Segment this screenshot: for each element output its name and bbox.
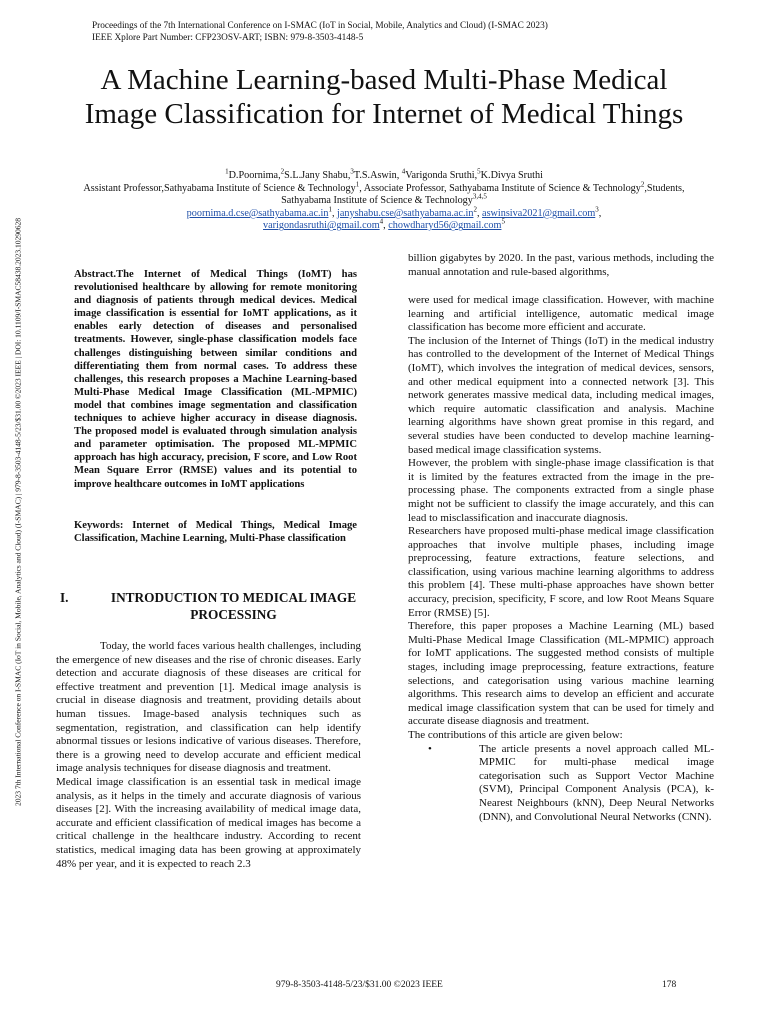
email-link-1[interactable]: poornima.d.cse@sathyabama.ac.in [186, 207, 329, 219]
paragraph: Medical image classification is an essential task in medical image analysis, as it helps in the timely and accurate diagnosis of various diseases [2]. With the increasing availability of medical image data, accurate and efficient classification of medical images has become a critical challenge in the healthcare industry. According to recent statistics, medical imaging data has been growing at approximately 48% per year, and it is expected to reach 2.3 [56, 775, 361, 870]
side-doi-strip [6, 127, 30, 897]
right-column-top [408, 252, 714, 279]
section-heading [60, 589, 361, 623]
title-line-1: A Machine Learning-based Multi-Phase Medical [100, 64, 668, 96]
left-column-body [56, 640, 361, 871]
paragraph: Therefore, this paper proposes a Machine Learning (ML) based Multi-Phase Medical Image Classification (ML-MPMIC) approach for IoMT applications. The suggested method consists of multiple stages, including image preprocessing, feature extractions, feature selections, and categorisation using various machine learning algorithms. This research aims to develop an efficient and accurate medical image classification system that can be used for timely and accurate disease diagnosis and treatment. [408, 620, 714, 728]
author-emails-line-1: $poornima.d.cse@sathyabama.ac.in^1$, $janyshabu.cse@sathyabama.ac.in^2$, aswinsiva2021@gmail.com$^3$, [186, 205, 602, 219]
email-link-4[interactable]: varigondasruthi@gmail.com [263, 220, 380, 232]
author-affiliations: Assistant Professor,Sathyabama Institute of Science & Technology$^1$, Associate Professor, Sathyabama Institute of Science & Technology$^2$,Students, Sathyabama Institute of Science & Technology$^{3,4,5}$ [83, 180, 685, 207]
author-block [80, 167, 688, 233]
page-number: 178 [662, 980, 677, 990]
paragraph: Researchers have proposed multi-phase medical image classification approaches that involve multiple phases, including image preprocessing, feature extractions, feature selections, and classification, using various machine learning algorithms to address this problem [4]. These multi-phase approaches have shown better accuracy, precision, specificity, F score, and low Root Means Square Error (RMSE) [5]. [408, 525, 714, 619]
running-header [92, 21, 548, 44]
paragraph: billion gigabytes by 2020. In the past, various methods, including the manual annotation and rule-based algorithms, [408, 252, 714, 278]
right-column-body [408, 294, 714, 824]
header-line-2: IEEE Xplore Part Number: CFP23OSV-ART; ISBN: 979-8-3503-4148-5 [92, 32, 364, 43]
author-emails-line-2: varigondasruthi@gmail.com$^4$, chowdharyd56@gmail.com$^5$ [263, 217, 505, 232]
section-title: INTRODUCTION TO MEDICAL IMAGE PROCESSING [110, 590, 357, 622]
email-link-3[interactable]: aswinsiva2021@gmail.com [482, 207, 596, 219]
header-line-1: Proceedings of the 7th International Conference on I-SMAC (IoT in Social, Mobile, Analytics and Cloud) (I-SMAC 2023) [92, 21, 548, 31]
keywords: Keywords: Internet of Medical Things, Medical Image Classification, Machine Learning, Multi-Phase classification [74, 520, 357, 545]
email-link-5[interactable]: chowdharyd56@gmail.com [388, 220, 502, 232]
paragraph: were used for medical image classification. However, with machine learning and artificial intelligence, automatic medical image classification has become more efficient and accurate. [408, 294, 714, 334]
bullet-icon: • [428, 742, 432, 755]
list-item [408, 743, 714, 825]
paragraph: The inclusion of the Internet of Things (IoT) in the medical industry has controlled to the development of the Internet of Medical Things (IoMT), which involves the integration of medical devices, sensors, and other medical equipment into a connected network [3]. This network generates massive medical data, including medical images, which require automatic classification and analysis. Machine learning algorithms have shown great promise in this regard, and several studies have been conducted to develop machine learning-based medical image classification systems. [408, 334, 714, 456]
contributions-list [408, 743, 714, 825]
email-link-2[interactable]: janyshabu.cse@sathyabama.ac.in [337, 207, 474, 219]
list-item-text: The article presents a novel approach called ML-MPMIC for multi-phase medical image categorisation such as Support Vector Machine (SVM), Principal Component Analysis (PCA), k-Nearest Neighbours (kNN), Deep Neural Networks (DNN), and Convolutional Neural Networks (CNN). [479, 742, 714, 823]
side-doi-text: 2023 7th International Conference on I-SMAC (IoT in Social, Mobile, Analytics and Cloud) (I-SMAC) | 979-8-3503-4148-5/23/$31.00 ©2023 IEEE | DOI: 10.1109/I-SMAC58438.2023.10290628 [13, 218, 23, 806]
paragraph: The contributions of this article are given below: [408, 729, 623, 741]
author-names: $^1$D.Poornima,$^2$S.L.Jany Shabu,$^3$T.S.Aswin, $^4$Varigonda Sruthi,$^5$K.Divya Sruthi [225, 167, 543, 181]
paper-title [30, 63, 738, 131]
footer-copyright: 979-8-3503-4148-5/23/$31.00 ©2023 IEEE [276, 980, 443, 990]
section-number: I. [60, 590, 69, 605]
paragraph: However, the problem with single-phase image classification is that it is limited by the features extracted from the image in the pre-processing phase. The components extracted from a single phase might not be sufficient to classify the image accurately, and this can lead to misclassification and inaccurate diagnosis. [408, 457, 714, 524]
title-line-2: Image Classification for Internet of Medical Things [84, 98, 684, 130]
paragraph: Today, the world faces various health challenges, including the emergence of new diseases and the rise of chronic diseases. Early detection and accurate diagnosis of these diseases are critical for effective treatment and prevention [1]. Medical image analysis is crucial in disease diagnosis and treatment, providing details about human tissues. Image-based analysis techniques such as segmentation, registration, and classification can help identify abnormal tissues or lesions indicative of various diseases. Therefore, there is a growing need to develop accurate and efficient medical image analysis techniques for disease diagnosis and treatment. [56, 640, 361, 775]
abstract: Abstract.The Internet of Medical Things (IoMT) has revolutionised healthcare by allowing for remote monitoring and diagnosis of patients through medical devices. Medical image classification is essential for IoMT applications, as it enables early detection of diseases and personalised treatments. However, single-phase classification models face challenges distinguishing between similar conditions and differentiating them from normal cases. To address these challenges, this research proposes a Machine Learning-based Multi-Phase Medical Image Classification (ML-MPMIC) model that combines image segmentation and classification techniques to achieve higher accuracy in disease diagnosis. The proposed model is evaluated through simulation analysis and parameter optimisation. The proposed ML-MPMIC approach has high accuracy, precision, F score, and Low Root Mean Square Error (RMSE) values and its potential to improve healthcare outcomes in IoMT applications [74, 269, 357, 490]
